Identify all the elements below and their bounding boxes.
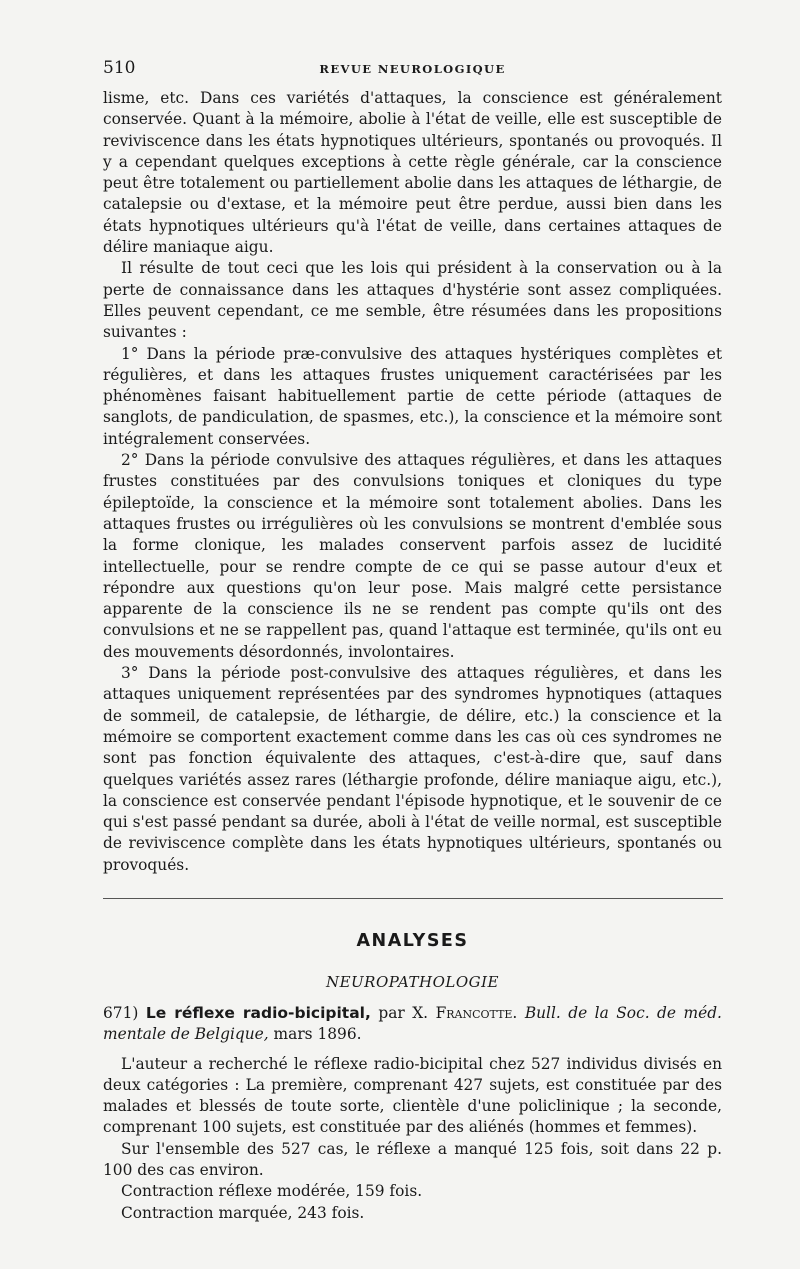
page-number: 510 [103, 58, 136, 78]
entry-source: Bull. de la Soc. de méd. mentale de Belgique, [103, 1003, 722, 1044]
analysis-entry [103, 1003, 722, 1224]
entry-heading [103, 1003, 722, 1046]
entry-body [103, 1054, 722, 1224]
running-head [103, 58, 722, 88]
entry-paragraph-2: Sur l'ensemble des 527 cas, le réflexe a manqué 125 fois, soit dans 22 p. 100 des cas environ. [103, 1139, 722, 1180]
paragraph-4: 2° Dans la période convulsive des attaques régulières, et dans les attaques frustes constituées par des convulsions toniques et cloniques du type épileptoïde, la conscience et la mémoire sont totalement abolies. Dans les attaques frustes ou irrégulières où les convulsions se montrent d'emblée sous la forme clonique, les malades conservent parfois assez de lucidité intellectuelle, pour se rendre compte de ce qui se passe autour d'eux et répondre aux questions qu'on leur pose. Mais malgré cette persistance apparente de la conscience ils ne se rendent pas compte qu'ils ont des convulsions et ne se rappellent pas, quand l'attaque est terminée, qu'ils ont eu des mouvements désordonnés, involontaires. [103, 451, 722, 661]
entry-by: par X. [378, 1003, 429, 1022]
section-divider [103, 898, 723, 899]
paragraph-3: 1° Dans la période præ-convulsive des attaques hystériques complètes et régulières, et dans les attaques frustes uniquement caractérisées par les phénomènes faisant habituellement partie de cette période (attaques de sanglots, de pandiculation, de spasmes, etc.), la conscience et la mémoire sont intégralement conservées. [103, 344, 722, 448]
entry-author: Francotte. [435, 1003, 518, 1022]
paragraph-1: lisme, etc. Dans ces variétés d'attaques, la conscience est généralement conservée. Quant à la mémoire, abolie à l'état de veille, elle est susceptible de reviviscence dans les états hypnotiques ultérieurs, spontanés ou provoqués. Il y a cependant quelques exceptions à cette règle générale, car la conscience peut être totalement ou partiellement abolie dans les attaques de léthargie, de catalepsie ou d'extase, et la mémoire peut être perdue, aussi bien dans les états hypnotiques ultérieurs qu'à l'état de veille, dans certaines attaques de délire maniaque aigu. [103, 89, 722, 257]
entry-date: mars 1896. [273, 1025, 362, 1044]
entry-title: Le réflexe radio-bicipital, [145, 1003, 371, 1022]
section-title: ANALYSES [356, 930, 469, 951]
paragraph-2: Il résulte de tout ceci que les lois qui président à la conservation ou à la perte de connaissance dans les attaques d'hystérie sont assez compliquées. Elles peuvent cependant, ce me semble, être résumées dans les propositions suivantes : [103, 259, 722, 342]
entry-line-1: Contraction réflexe modérée, 159 fois. [121, 1182, 423, 1201]
paragraph-5: 3° Dans la période post-convulsive des attaques régulières, et dans les attaques uniquement représentées par des syndromes hypnotiques (attaques de sommeil, de catalepsie, de léthargie, de délire, etc.) la conscience et la mémoire se comportent exactement comme dans les cas où ces syndromes ne sont pas fonction équivalente des attaques, c'est-à-dire que, sauf dans quelques variétés assez rares (léthargie profonde, délire maniaque aigu, etc.), la conscience est conservée pendant l'épisode hypnotique, et le souvenir de ce qui s'est passé pendant sa durée, aboli à l'état de veille normal, est susceptible de reviviscence complète dans les états hypnotiques ultérieurs, spontanés ou provoqués. [103, 664, 722, 874]
entry-paragraph-1: L'auteur a recherché le réflexe radio-bicipital chez 527 individus divisés en deux catégories : La première, comprenant 427 sujets, est constituée par des malades et blessés de toute sorte, clientèle d'une policlinique ; la seconde, comprenant 100 sujets, est constituée par des aliénés (hommes et femmes). [103, 1054, 722, 1137]
journal-title: REVUE NEUROLOGIQUE [319, 62, 506, 76]
entry-number: 671) [103, 1003, 139, 1022]
entry-line-2: Contraction marquée, 243 fois. [121, 1203, 365, 1222]
subsection-title: NEUROPATHOLOGIE [325, 972, 500, 991]
